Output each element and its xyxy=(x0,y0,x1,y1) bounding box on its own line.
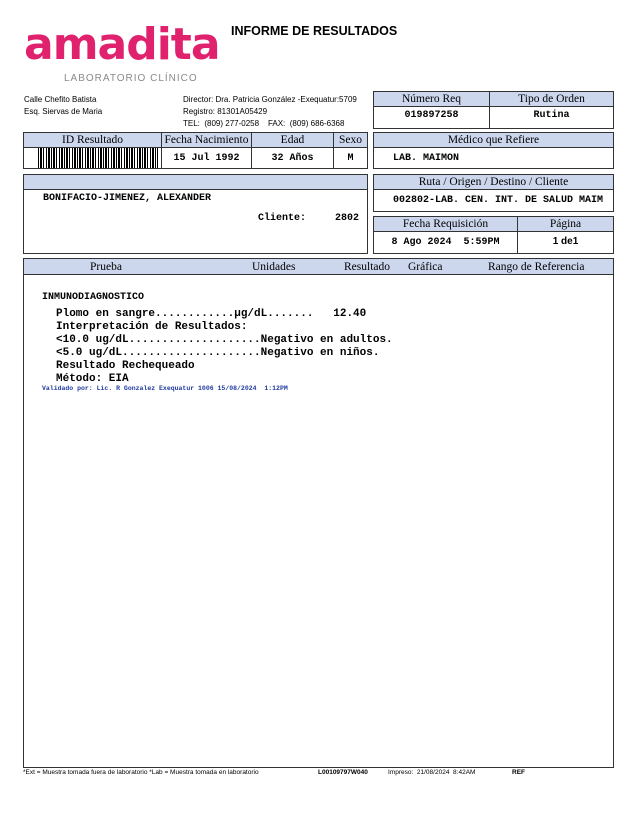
patient-name: BONIFACIO-JIMENEZ, ALEXANDER xyxy=(43,193,212,204)
pagina-value xyxy=(518,236,613,247)
numero-req-label: Número Req xyxy=(401,93,462,105)
col-rango-referencia: Rango de Referencia xyxy=(488,261,585,273)
footer-ref: REF xyxy=(512,769,525,776)
phone-fax-info: TEL: (809) 277-0258 FAX: (809) 686-6368 xyxy=(183,119,345,128)
brand-logo: amadita xyxy=(24,19,220,70)
medico-box xyxy=(373,132,614,169)
result-line: Resultado Rechequeado xyxy=(56,360,195,372)
requisicion-box xyxy=(373,216,614,254)
result-line: <10.0 ug/dL....................Negativo en adultos. xyxy=(56,334,393,346)
order-box xyxy=(373,91,614,129)
footer-note: *Ext = Muestra tomada fuera de laboratorio *Lab = Muestra tomada en laboratorio xyxy=(23,769,259,776)
sexo-label: Sexo xyxy=(339,134,362,146)
tipo-orden-label: Tipo de Orden xyxy=(518,93,585,105)
sexo-value: M xyxy=(347,153,354,164)
validation-note: Validado por: Lic. R Gonzalez Exequatur 1006 15/08/2024 1:12PM xyxy=(42,385,288,392)
pagina-of: de xyxy=(561,236,573,247)
address-line-1: Calle Chefito Batista xyxy=(24,95,97,104)
director-info: Director: Dra. Patricia González -Exequatur:5709 xyxy=(183,95,357,104)
col-resultado: Resultado xyxy=(344,261,390,273)
fecha-requisicion-value: 8 Ago 2024 5:59PM xyxy=(391,237,500,248)
page-title: INFORME DE RESULTADOS xyxy=(231,24,398,38)
patient-name-box xyxy=(23,174,368,254)
footer-impreso: Impreso: 21/08/2024 8:42AM xyxy=(388,769,476,776)
cliente-value: 2802 xyxy=(335,213,360,224)
col-grafica: Gráfica xyxy=(408,261,443,273)
ruta-label: Ruta / Origen / Destino / Cliente xyxy=(418,176,569,188)
numero-req-value: 019897258 xyxy=(404,110,459,121)
pagina-total: 1 xyxy=(572,236,579,247)
tipo-orden-value: Rutina xyxy=(533,110,570,121)
pagina-current: 1 xyxy=(552,236,559,247)
col-prueba: Prueba xyxy=(90,261,122,273)
address-line-2: Esq. Siervas de Maria xyxy=(24,107,103,116)
medico-label: Médico que Refiere xyxy=(447,134,540,146)
fecha-requisicion-label: Fecha Requisición xyxy=(402,218,489,230)
registro-info: Registro: 81301A05429 xyxy=(183,107,268,116)
edad-label: Edad xyxy=(280,134,305,146)
barcode-image xyxy=(38,148,158,168)
result-line: Plomo en sangre............µg/dL....... 12.40 xyxy=(56,308,367,320)
footer-code: L00109797W040 xyxy=(318,769,368,776)
edad-value: 32 Años xyxy=(271,153,314,164)
brand-subtitle: LABORATORIO CLÍNICO xyxy=(64,73,198,84)
result-line: <5.0 ug/dL.....................Negativo en niños. xyxy=(56,347,380,359)
results-box xyxy=(23,258,614,768)
result-line: Interpretación de Resultados: xyxy=(56,321,248,333)
medico-value: LAB. MAIMON xyxy=(393,153,460,164)
section-title: INMUNODIAGNOSTICO xyxy=(42,292,145,303)
ruta-box xyxy=(373,174,614,212)
ruta-value: 002802-LAB. CEN. INT. DE SALUD MAIM xyxy=(393,195,604,206)
id-resultado-label: ID Resultado xyxy=(61,134,123,146)
col-unidades: Unidades xyxy=(252,261,296,273)
pagina-label: Página xyxy=(549,218,582,230)
cliente-label: Cliente: xyxy=(258,213,307,224)
fecha-nacimiento-value: 15 Jul 1992 xyxy=(173,153,240,164)
fecha-nacimiento-label: Fecha Nacimiento xyxy=(164,134,249,146)
result-line: Método: EIA xyxy=(56,373,129,385)
